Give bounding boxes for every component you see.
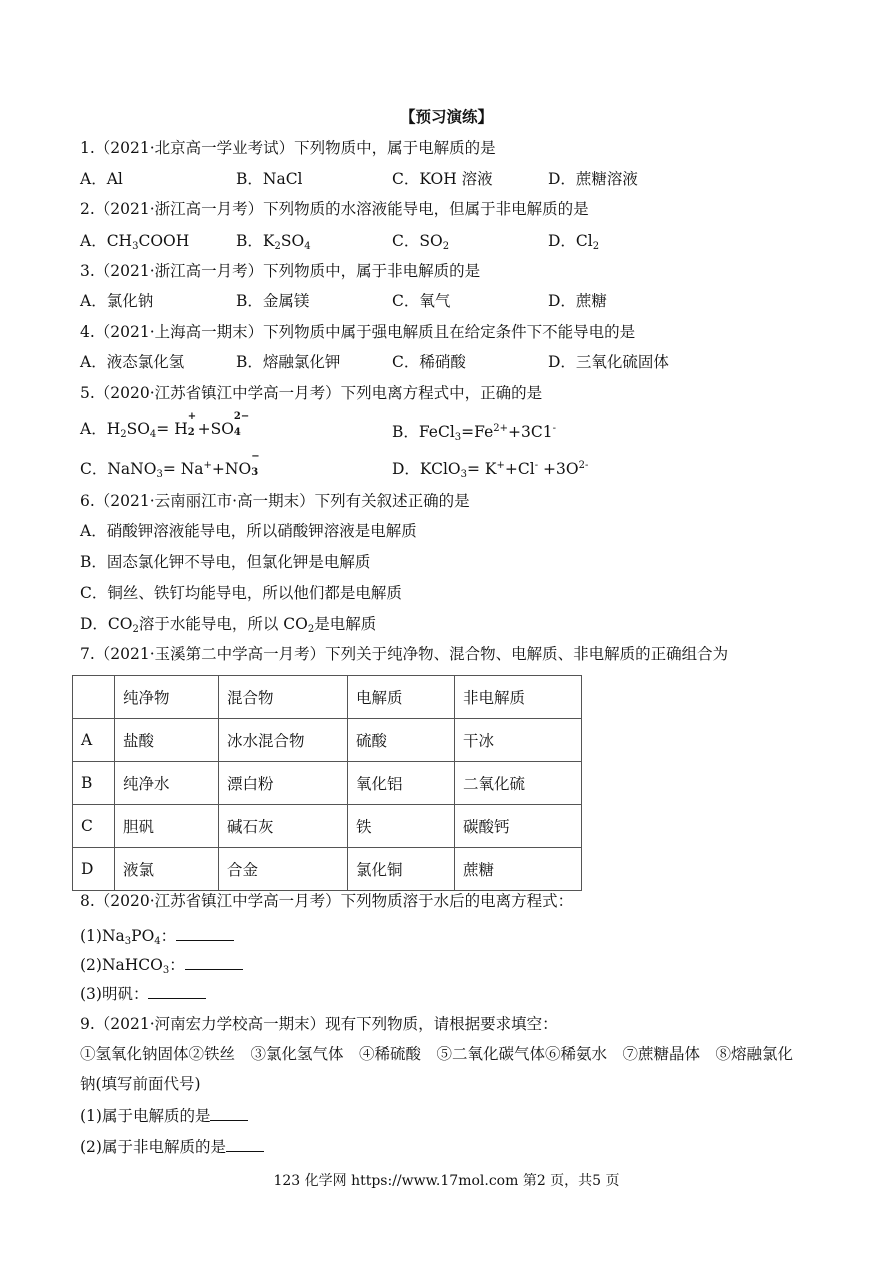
table-header-cell: 纯净物 [115, 676, 219, 719]
q4-option-b: B．熔融氯化钾 [236, 353, 341, 371]
q5-option-b: B．$FeCl_3=Fe^{2+}+3C1^-$ [392, 423, 556, 443]
question-4-stem: 4.（2021·上海高一期末）下列物质中属于强电解质且在给定条件下不能导电的是 [80, 323, 636, 341]
question-5-stem: 5.（2020·江苏省镇江中学高一月考）下列电离方程式中，正确的是 [80, 384, 543, 402]
q6-option-d: D．$CO_2$溶于水能导电，所以 $CO_2$是电解质 [80, 615, 377, 635]
answer-blank[interactable] [226, 1137, 264, 1152]
answer-blank[interactable] [185, 955, 243, 970]
question-6-stem: 6.（2021·云南丽江市·高一期末）下列有关叙述正确的是 [80, 492, 470, 510]
question-8-stem: 8.（2020·江苏省镇江中学高一月考）下列物质溶于水后的电离方程式： [80, 892, 574, 910]
table-cell: B [73, 762, 115, 805]
question-1-stem: 1.（2021·北京高一学业考试）下列物质中，属于电解质的是 [80, 139, 496, 157]
question-3-stem: 3.（2021·浙江高一月考）下列物质中，属于非电解质的是 [80, 262, 481, 280]
answer-blank[interactable] [176, 926, 234, 941]
table-cell: 纯净水 [115, 762, 219, 805]
question-9-stem: 9.（2021·河南宏力学校高一期末）现有下列物质，请根据要求填空： [80, 1015, 558, 1033]
q9-part-1 [80, 1106, 248, 1126]
q2-option-a: A．$CH_3COOH$ [80, 232, 190, 252]
q2-option-c: C．$SO_2$ [392, 232, 450, 252]
q2-option-d: D．$Cl_2$ [548, 232, 600, 252]
table-cell: D [73, 848, 115, 891]
table-cell: 二氧化硫 [455, 762, 582, 805]
table-row [73, 848, 582, 891]
q5-option-d: D．KClO$_3$= $K^++Cl^- +3O^{2-}$ [392, 460, 589, 480]
q8-part-3-label: (3)明矾： [80, 985, 149, 1003]
q5-option-a: A．$H_2SO_4= H$ + 2 +SO 2− 4 [80, 411, 250, 440]
q3-option-b: B．金属镁 [236, 292, 310, 310]
table-cell: 碱石灰 [219, 805, 348, 848]
q9-substance-list: ①氢氧化钠固体②铁丝 ③氯化氢气体 ④稀硫酸 ⑤二氧化碳气体⑥稀氨水 ⑦蔗糖晶体 ⑧熔融氯化 [80, 1045, 794, 1063]
q5-option-c: C．NaNO$_3$= Na++NO − 3 [80, 451, 260, 480]
q8-part-2: (2)NaHCO$_3$： [80, 955, 243, 981]
table-cell: 液氯 [115, 848, 219, 891]
answer-blank[interactable] [148, 984, 206, 999]
table-header-cell: 非电解质 [455, 676, 582, 719]
q9-substance-list-cont: 钠(填写前面代号) [80, 1075, 201, 1093]
table-cell: 蔗糖 [455, 848, 582, 891]
table-cell: 铁 [348, 805, 455, 848]
q2-option-b: B．$K_2SO_4$ [236, 232, 311, 252]
table-cell: 氯化铜 [348, 848, 455, 891]
q3-option-c: C．氧气 [392, 292, 451, 310]
q9-part-2-label: (2)属于非电解质的是 [80, 1138, 226, 1156]
table-cell: 碳酸钙 [455, 805, 582, 848]
q4-option-d: D．三氧化硫固体 [548, 353, 669, 371]
q6-option-b: B．固态氯化钾不导电，但氯化钾是电解质 [80, 553, 371, 571]
question-2-stem: 2.（2021·浙江高一月考）下列物质的水溶液能导电，但属于非电解质的是 [80, 200, 589, 218]
q4-option-a: A．液态氯化氢 [80, 353, 185, 371]
q3-option-a: A．氯化钠 [80, 292, 154, 310]
table-row [73, 805, 582, 848]
table-cell: 漂白粉 [219, 762, 348, 805]
q8-part-1: $(1)Na_3PO_4$： [80, 926, 234, 952]
table-header-row [73, 676, 582, 719]
table-row [73, 719, 582, 762]
table-cell: 硫酸 [348, 719, 455, 762]
table-header-cell: 混合物 [219, 676, 348, 719]
q6-option-a: A．硝酸钾溶液能导电，所以硝酸钾溶液是电解质 [80, 522, 417, 540]
answer-table [72, 675, 582, 891]
q1-option-b: B．NaCl [236, 170, 303, 188]
answer-blank[interactable] [210, 1106, 248, 1121]
table-cell: 干冰 [455, 719, 582, 762]
q6-option-c: C．铜丝、铁钉均能导电，所以他们都是电解质 [80, 584, 402, 602]
page-footer: 123 化学网 https://www.17mol.com 第2 页，共5 页 [273, 1173, 620, 1189]
table-cell: A [73, 719, 115, 762]
q9-part-2 [80, 1137, 264, 1157]
section-title: 【预习演练】 [399, 107, 493, 126]
question-7-stem: 7.（2021·玉溪第二中学高一月考）下列关于纯净物、混合物、电解质、非电解质的正确组合为 [80, 645, 729, 663]
q1-option-c: C．KOH 溶液 [392, 170, 493, 188]
q8-part-3 [80, 984, 206, 1004]
q9-part-1-label: (1)属于电解质的是 [80, 1107, 211, 1125]
q1-option-d: D．蔗糖溶液 [548, 170, 638, 188]
table-row [73, 762, 582, 805]
q4-option-c: C．稀硝酸 [392, 353, 466, 371]
table-cell: 合金 [219, 848, 348, 891]
table-header-cell: 电解质 [348, 676, 455, 719]
table-cell [73, 676, 115, 719]
table-cell: 盐酸 [115, 719, 219, 762]
table-cell: 氧化铝 [348, 762, 455, 805]
table-cell: 冰水混合物 [219, 719, 348, 762]
q1-option-a: A．Al [80, 170, 123, 188]
q3-option-d: D．蔗糖 [548, 292, 607, 310]
table-cell: 胆矾 [115, 805, 219, 848]
table-cell: C [73, 805, 115, 848]
